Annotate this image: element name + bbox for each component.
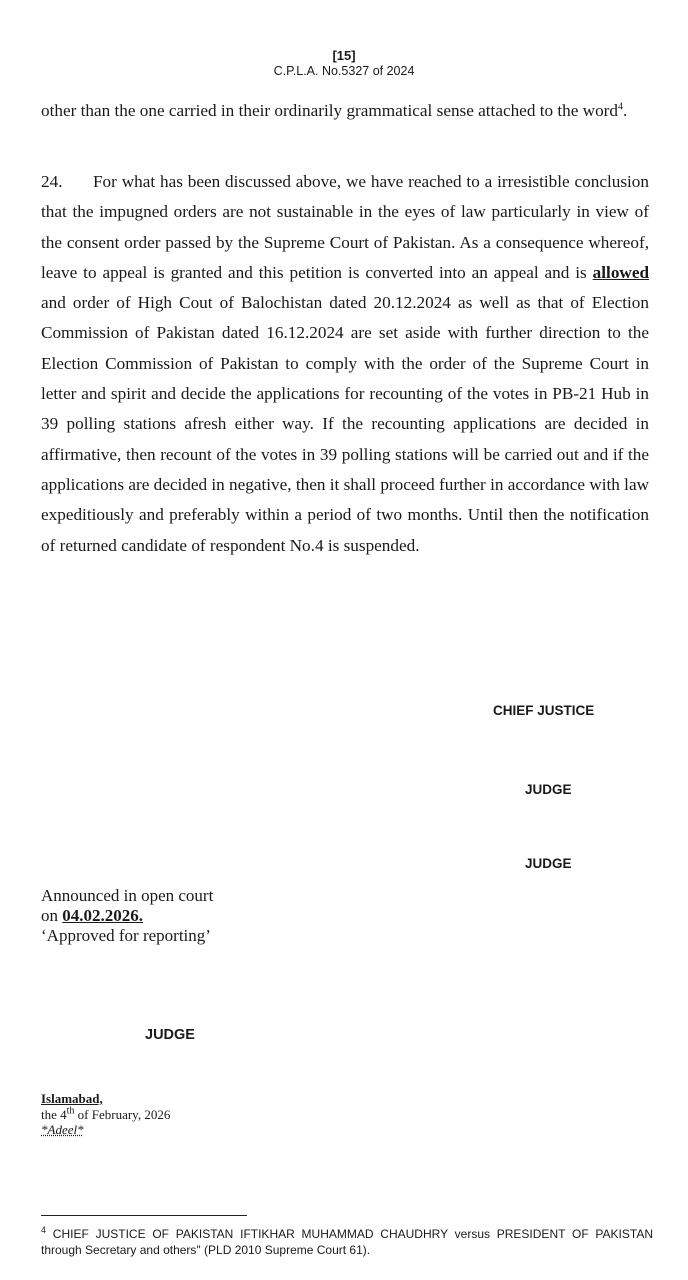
- announcement-date: 04.02.2026.: [62, 906, 143, 925]
- footnote-divider: [41, 1215, 247, 1216]
- allowed-emphasis: allowed: [592, 262, 650, 282]
- approved-for-reporting: ‘Approved for reporting’: [41, 926, 211, 945]
- date-day-suffix: th: [66, 1105, 75, 1117]
- footnote-number: 4: [41, 1225, 47, 1235]
- paragraph-24: [41, 167, 649, 561]
- case-number: C.P.L.A. No.5327 of 2024: [273, 64, 415, 78]
- footnote-reference: 4: [618, 101, 623, 113]
- paragraph-24-text-before: For what has been discussed above, we have reached to a irresistible conclusion that the impugned orders are not sustainable in the eyes of law particularly in view of the consent order passed by the Supreme Court of Pakistan. As a consequence whereof, leave to appeal is granted and this petition is converted into an appeal and is: [41, 172, 649, 282]
- announcement-on: on: [41, 906, 58, 925]
- paragraph-continuation-text: other than the one carried in their ordinarily grammatical sense attached to the word: [41, 101, 618, 120]
- place-city: Islamabad,: [41, 1091, 103, 1106]
- announcement-date-line: [41, 906, 143, 926]
- footnote-text: CHIEF JUSTICE OF PAKISTAN IFTIKHAR MUHAMMAD CHAUDHRY versus PRESIDENT OF PAKISTAN through Secretary and others" (PLD 2010 Supreme Court 61).: [41, 1227, 653, 1257]
- chief-justice-signature: CHIEF JUSTICE: [493, 703, 595, 718]
- paragraph-continuation: [41, 96, 649, 126]
- footnote: [41, 1226, 653, 1258]
- page-number: [15]: [332, 48, 356, 63]
- paragraph-24-text-after: and order of High Cout of Balochistan dated 20.12.2024 as well as that of Election Commission of Pakistan dated 16.12.2024 are set aside with further direction to the Election Commission of Pakistan to comply with the order of the Supreme Court in letter and spirit and decide the applications for recounting of the votes in PB-21 Hub in 39 polling stations afresh either way. If the recounting applications are decided in affirmative, then recount of the votes in 39 polling stations will be carried out and if the applications are decided in negative, then it shall proceed further in accordance with law expeditiously and preferably within a period of two months. Until then the notification of returned candidate of respondent No.4 is suspended.: [41, 293, 649, 555]
- paragraph-number: 24.: [41, 172, 63, 191]
- paragraph-continuation-end: .: [623, 101, 628, 120]
- clerk-initials: *Adeel*: [41, 1122, 84, 1137]
- announcement-line: Announced in open court: [41, 886, 214, 905]
- date-rest: of February, 2026: [74, 1107, 171, 1122]
- judge-signature-2: JUDGE: [525, 856, 572, 871]
- date-line: [41, 1107, 170, 1122]
- judge-signature-1: JUDGE: [525, 782, 572, 797]
- date-day-prefix: the 4: [41, 1107, 67, 1122]
- judge-signature-3: JUDGE: [145, 1027, 195, 1043]
